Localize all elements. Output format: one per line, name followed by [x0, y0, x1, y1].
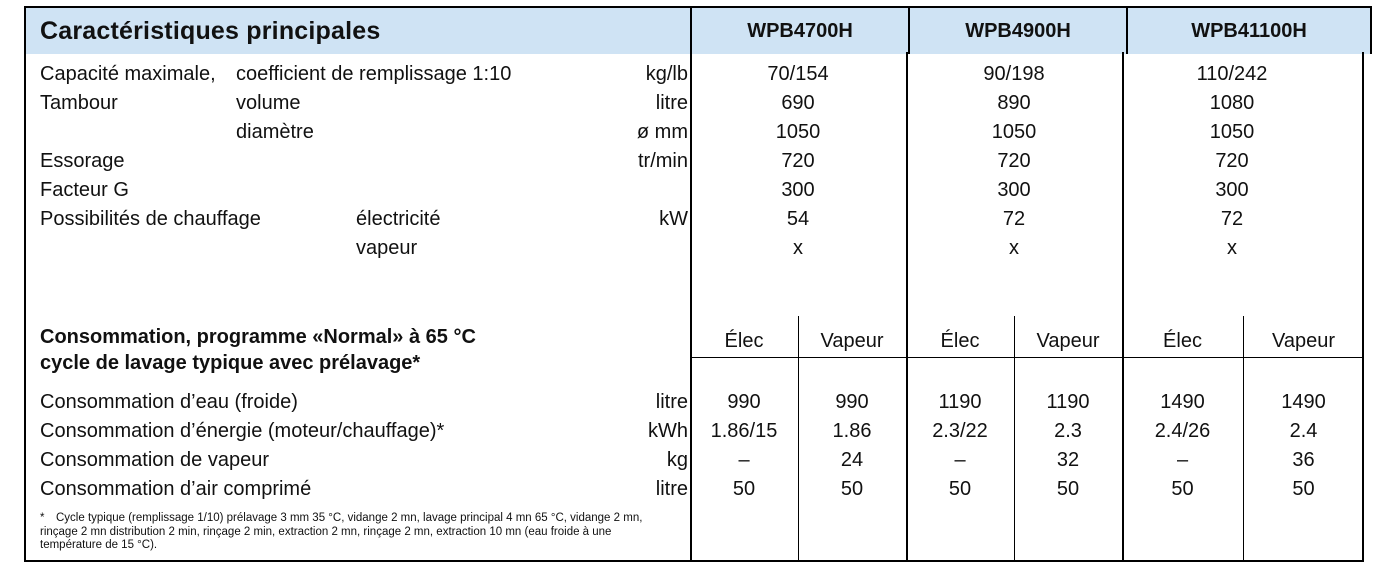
subheader-elec-m3: Élec — [1163, 330, 1202, 352]
row-unit-spin: tr/min — [638, 150, 688, 172]
footnote — [40, 512, 660, 553]
value-water-m1-elec: 990 — [727, 391, 761, 413]
row-label-air: Consommation d’air comprimé — [40, 478, 312, 500]
value-energy-m3-vapeur: 2.4 — [1289, 420, 1318, 442]
model-label-2: WPB4900H — [965, 20, 1071, 42]
footnote-text: Cycle typique (remplissage 1/10) prélavage 3 mm 35 °C, vidange 2 mn, lavage principal 4 mn 65 °C, vidange 2 mn, rinçage 2 mn distribution 2 min, rinçage 2 min, extraction 2 mn, rinçage 2 mn, extraction 10 mn (eau froide à une température de 15 °C). — [40, 512, 643, 551]
row-sublabel-drum-volume: volume — [236, 92, 301, 114]
subheader-vapeur-m2: Vapeur — [1036, 330, 1100, 352]
value-drum-volume-m2: 890 — [997, 92, 1031, 114]
model-label-1: WPB4700H — [747, 20, 853, 42]
value-energy-m3-elec: 2.4/26 — [1154, 420, 1211, 442]
value-air-m3-elec: 50 — [1171, 478, 1194, 500]
row-label-steam: Consommation de vapeur — [40, 449, 270, 471]
value-drum-diameter-m3: 1050 — [1209, 121, 1255, 143]
value-spin-m1: 720 — [781, 150, 815, 172]
value-heating-electric-m1: 54 — [786, 208, 810, 230]
row-sublabel-heating-electric: électricité — [356, 208, 441, 230]
value-heating-steam-m3: x — [1227, 237, 1237, 259]
value-water-m2-elec: 1190 — [938, 391, 982, 413]
row-label-spin: Essorage — [40, 150, 125, 172]
value-water-m1-vapeur: 990 — [835, 391, 869, 413]
row-label-drum: Tambour — [40, 92, 118, 114]
value-steam-m1-elec: – — [738, 449, 750, 471]
section2-title-line1: Consommation, programme «Normal» à 65 °C — [40, 326, 476, 348]
row-sublabel-capacity: coefficient de remplissage 1:10 — [236, 63, 512, 85]
value-heating-steam-m2: x — [1009, 237, 1019, 259]
header-model-cell-1 — [691, 7, 909, 54]
value-heating-electric-m3: 72 — [1220, 208, 1244, 230]
value-drum-diameter-m1: 1050 — [775, 121, 821, 143]
value-drum-volume-m3: 1080 — [1209, 92, 1255, 114]
value-gfactor-m3: 300 — [1215, 179, 1249, 201]
row-unit-water: litre — [655, 391, 688, 413]
value-air-m2-vapeur: 50 — [1056, 478, 1080, 500]
row-unit-drum-volume: litre — [655, 92, 688, 114]
value-gfactor-m1: 300 — [781, 179, 815, 201]
value-steam-m2-elec: – — [954, 449, 966, 471]
value-spin-m3: 720 — [1215, 150, 1249, 172]
value-steam-m3-vapeur: 36 — [1292, 449, 1315, 471]
model-label-3: WPB41100H — [1191, 20, 1307, 42]
value-steam-m1-vapeur: 24 — [840, 449, 864, 471]
value-air-m2-elec: 50 — [948, 478, 972, 500]
header-model-cell-2 — [909, 7, 1127, 54]
value-air-m1-elec: 50 — [732, 478, 756, 500]
value-capacity-m2: 90/198 — [983, 63, 1045, 85]
row-unit-heating: kW — [659, 208, 688, 230]
row-unit-drum-diameter: ø mm — [636, 121, 688, 143]
row-label-capacity: Capacité maximale, — [40, 63, 216, 85]
value-drum-volume-m1: 690 — [781, 92, 815, 114]
value-spin-m2: 720 — [997, 150, 1031, 172]
row-label-water: Consommation d’eau (froide) — [40, 391, 298, 413]
subheader-vapeur-m3: Vapeur — [1271, 330, 1335, 352]
row-unit-steam: kg — [666, 449, 688, 471]
value-water-m3-vapeur: 1490 — [1281, 391, 1326, 413]
subheader-elec-m2: Élec — [940, 330, 980, 352]
value-energy-m2-vapeur: 2.3 — [1054, 420, 1082, 442]
footnote-marker: * — [40, 512, 45, 524]
header-model-cell-3 — [1127, 7, 1371, 54]
value-heating-electric-m2: 72 — [1002, 208, 1026, 230]
row-unit-air: litre — [655, 478, 688, 500]
value-steam-m2-vapeur: 32 — [1056, 449, 1080, 471]
subheader-elec-m1: Élec — [724, 330, 764, 352]
value-capacity-m3: 110/242 — [1196, 63, 1268, 85]
row-label-heating: Possibilités de chauffage — [40, 208, 261, 230]
row-label-energy: Consommation d’énergie (moteur/chauffage)* — [40, 420, 445, 442]
row-unit-energy: kWh — [648, 420, 688, 442]
header-title-cell — [25, 7, 691, 54]
row-sublabel-drum-diameter: diamètre — [236, 121, 314, 143]
subheader-vapeur-m1: Vapeur — [820, 330, 884, 352]
spec-body — [24, 52, 1364, 562]
row-label-gfactor: Facteur G — [40, 179, 129, 201]
spec-header-table — [24, 6, 1372, 54]
row-sublabel-heating-steam: vapeur — [356, 237, 418, 259]
value-water-m2-vapeur: 1190 — [1046, 391, 1090, 413]
value-air-m1-vapeur: 50 — [840, 478, 864, 500]
value-energy-m1-elec: 1.86/15 — [710, 420, 778, 442]
value-air-m3-vapeur: 50 — [1292, 478, 1315, 500]
value-energy-m2-elec: 2.3/22 — [932, 420, 988, 442]
value-drum-diameter-m2: 1050 — [991, 121, 1037, 143]
row-unit-capacity: kg/lb — [645, 63, 688, 85]
value-heating-steam-m1: x — [793, 237, 803, 259]
section2-title-line2: cycle de lavage typique avec prélavage* — [40, 352, 421, 374]
value-water-m3-elec: 1490 — [1160, 391, 1205, 413]
value-steam-m3-elec: – — [1176, 449, 1189, 471]
page-title: Caractéristiques principales — [40, 17, 381, 45]
value-gfactor-m2: 300 — [997, 179, 1031, 201]
value-energy-m1-vapeur: 1.86 — [832, 420, 872, 442]
value-capacity-m1: 70/154 — [767, 63, 829, 85]
